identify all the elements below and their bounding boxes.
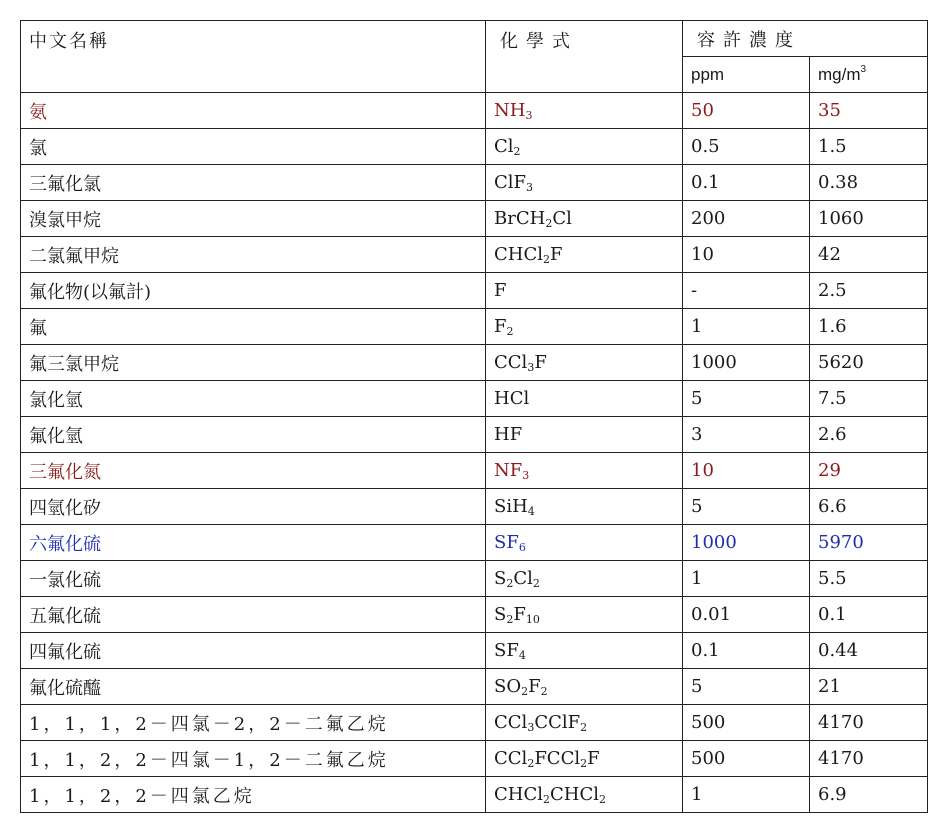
table-row: [21, 93, 928, 129]
table-row: [21, 741, 928, 777]
formula-part: S: [494, 603, 507, 625]
cell-formula: [486, 453, 683, 489]
cell-ppm: 5: [683, 669, 810, 705]
cell-formula: [486, 129, 683, 165]
cell-ppm: 200: [683, 201, 810, 237]
formula-part: S: [494, 567, 507, 589]
cell-formula: [486, 525, 683, 561]
cell-ppm: 1: [683, 777, 810, 813]
cell-mgm3: 7.5: [810, 381, 928, 417]
header-concentration: 容許濃度: [683, 21, 928, 57]
table-row: [21, 417, 928, 453]
cell-ppm: 0.01: [683, 597, 810, 633]
formula-subscript: 3: [525, 108, 533, 122]
formula-part: NF: [494, 459, 523, 481]
table-row: [21, 237, 928, 273]
cell-ppm: 5: [683, 381, 810, 417]
cell-formula: [486, 489, 683, 525]
formula-part: F: [494, 315, 507, 337]
cell-mgm3: 6.9: [810, 777, 928, 813]
formula-part: SF: [494, 531, 519, 553]
cell-chinese-name: 氟三氯甲烷: [21, 345, 486, 381]
formula-part: CHCl: [550, 783, 599, 805]
formula-subscript: 3: [527, 360, 535, 374]
formula-subscript: 10: [525, 612, 540, 626]
formula-part: CClF: [534, 711, 581, 733]
formula-subscript: 2: [513, 144, 521, 158]
header-unit-ppm: ppm: [683, 57, 810, 93]
cell-formula: [486, 417, 683, 453]
formula-part: CCl: [494, 351, 528, 373]
cell-ppm: 3: [683, 417, 810, 453]
cell-chinese-name: 氯化氫: [21, 381, 486, 417]
formula-part: F: [513, 603, 526, 625]
cell-ppm: 500: [683, 705, 810, 741]
cell-ppm: 10: [683, 237, 810, 273]
formula-part: CCl: [494, 711, 528, 733]
table-row: [21, 633, 928, 669]
cell-ppm: 1: [683, 309, 810, 345]
cell-formula: [486, 381, 683, 417]
table-row: [21, 525, 928, 561]
formula-subscript: 2: [599, 792, 606, 806]
formula-part: CCl: [494, 747, 528, 769]
formula-subscript: 3: [527, 720, 535, 734]
formula-part: Cl: [552, 207, 572, 229]
cell-ppm: -: [683, 273, 810, 309]
formula-subscript: 2: [580, 720, 588, 734]
table-row: [21, 201, 928, 237]
header-row-1: [21, 21, 928, 57]
cell-mgm3: 4170: [810, 741, 928, 777]
formula-part: Cl: [513, 567, 533, 589]
formula-subscript: 2: [527, 756, 535, 770]
cell-formula: [486, 309, 683, 345]
cell-mgm3: 35: [810, 93, 928, 129]
cell-formula: [486, 201, 683, 237]
formula-subscript: 3: [522, 468, 530, 482]
cell-chinese-name: 氨: [21, 93, 486, 129]
header-chinese-name: 中文名稱: [21, 21, 486, 93]
cell-ppm: 50: [683, 93, 810, 129]
cell-mgm3: 5.5: [810, 561, 928, 597]
cell-mgm3: 0.1: [810, 597, 928, 633]
formula-part: F: [587, 747, 600, 769]
cell-ppm: 10: [683, 453, 810, 489]
formula-subscript: 2: [545, 216, 553, 230]
formula-subscript: 2: [521, 684, 529, 698]
formula-subscript: 2: [543, 792, 550, 806]
formula-subscript: 2: [506, 324, 514, 338]
formula-part: SF: [494, 639, 519, 661]
formula-part: HCl: [494, 388, 530, 409]
unit-mgm3-base: mg/m: [818, 65, 861, 84]
cell-mgm3: 42: [810, 237, 928, 273]
formula-subscript: 2: [543, 252, 550, 266]
table-row: [21, 273, 928, 309]
table-row: [21, 597, 928, 633]
table-row: [21, 489, 928, 525]
formula-subscript: 3: [526, 180, 534, 194]
formula-part: NH: [494, 99, 526, 121]
cell-chinese-name: 五氟化硫: [21, 597, 486, 633]
cell-mgm3: 29: [810, 453, 928, 489]
formula-part: HF: [494, 424, 523, 445]
cell-ppm: 500: [683, 741, 810, 777]
table-row: [21, 561, 928, 597]
formula-part: FCCl: [534, 747, 581, 769]
cell-mgm3: 2.5: [810, 273, 928, 309]
unit-mgm3-superscript: 3: [860, 64, 867, 75]
cell-chinese-name: 氟化氫: [21, 417, 486, 453]
exposure-limits-table: [20, 20, 928, 813]
cell-mgm3: 5970: [810, 525, 928, 561]
cell-formula: [486, 345, 683, 381]
cell-formula: [486, 93, 683, 129]
formula-part: CHCl: [494, 783, 543, 805]
formula-subscript: 2: [532, 576, 540, 590]
table-row: [21, 777, 928, 813]
cell-formula: [486, 237, 683, 273]
cell-formula: [486, 669, 683, 705]
formula-subscript: 2: [580, 756, 588, 770]
cell-formula: [486, 633, 683, 669]
formula-subscript: 2: [506, 576, 514, 590]
cell-chinese-name: 1，1，2，2－四氯乙烷: [21, 777, 486, 813]
formula-part: SiH: [494, 495, 528, 517]
formula-subscript: 2: [506, 612, 514, 626]
cell-mgm3: 4170: [810, 705, 928, 741]
cell-formula: [486, 165, 683, 201]
cell-chinese-name: 三氟化氮: [21, 453, 486, 489]
formula-part: F: [528, 675, 541, 697]
table-row: [21, 381, 928, 417]
cell-chinese-name: 氟化物(以氟計): [21, 273, 486, 309]
table-row: [21, 309, 928, 345]
table-row: [21, 345, 928, 381]
formula-part: F: [494, 280, 507, 301]
cell-formula: [486, 741, 683, 777]
cell-chinese-name: 四氫化矽: [21, 489, 486, 525]
formula-part: CHCl: [494, 243, 543, 265]
cell-chinese-name: 三氟化氯: [21, 165, 486, 201]
cell-ppm: 1000: [683, 525, 810, 561]
cell-ppm: 0.5: [683, 129, 810, 165]
cell-formula: [486, 777, 683, 813]
cell-formula: [486, 705, 683, 741]
formula-part: BrCH: [494, 207, 546, 229]
cell-chinese-name: 一氯化硫: [21, 561, 486, 597]
cell-ppm: 0.1: [683, 633, 810, 669]
formula-subscript: 4: [518, 648, 526, 662]
cell-ppm: 5: [683, 489, 810, 525]
formula-subscript: 6: [518, 540, 526, 554]
cell-mgm3: 1060: [810, 201, 928, 237]
cell-chinese-name: 氟: [21, 309, 486, 345]
cell-chinese-name: 二氯氟甲烷: [21, 237, 486, 273]
cell-ppm: 1000: [683, 345, 810, 381]
table-row: [21, 129, 928, 165]
cell-ppm: 0.1: [683, 165, 810, 201]
formula-subscript: 2: [540, 684, 548, 698]
formula-part: F: [534, 351, 547, 373]
cell-mgm3: 2.6: [810, 417, 928, 453]
cell-formula: [486, 273, 683, 309]
table-row: [21, 669, 928, 705]
cell-chinese-name: 四氟化硫: [21, 633, 486, 669]
table-row: [21, 453, 928, 489]
formula-part: Cl: [494, 135, 514, 157]
table-row: [21, 705, 928, 741]
cell-chinese-name: 氯: [21, 129, 486, 165]
formula-subscript: 4: [527, 504, 535, 518]
cell-chinese-name: 1，1，1，2－四氯－2，2－二氟乙烷: [21, 705, 486, 741]
formula-part: F: [550, 243, 563, 265]
cell-mgm3: 1.6: [810, 309, 928, 345]
cell-formula: [486, 597, 683, 633]
cell-mgm3: 0.44: [810, 633, 928, 669]
cell-chinese-name: 六氟化硫: [21, 525, 486, 561]
cell-ppm: 1: [683, 561, 810, 597]
cell-mgm3: 1.5: [810, 129, 928, 165]
cell-mgm3: 5620: [810, 345, 928, 381]
cell-mgm3: 6.6: [810, 489, 928, 525]
cell-mgm3: 21: [810, 669, 928, 705]
formula-part: SO: [494, 675, 522, 697]
formula-part: ClF: [494, 171, 527, 193]
table-row: [21, 165, 928, 201]
cell-chinese-name: 溴氯甲烷: [21, 201, 486, 237]
cell-mgm3: 0.38: [810, 165, 928, 201]
cell-formula: [486, 561, 683, 597]
cell-chinese-name: 1，1，2，2－四氯－1，2－二氟乙烷: [21, 741, 486, 777]
cell-chinese-name: 氟化硫醯: [21, 669, 486, 705]
header-formula: 化學式: [486, 21, 683, 93]
header-unit-mgm3: [810, 57, 928, 93]
